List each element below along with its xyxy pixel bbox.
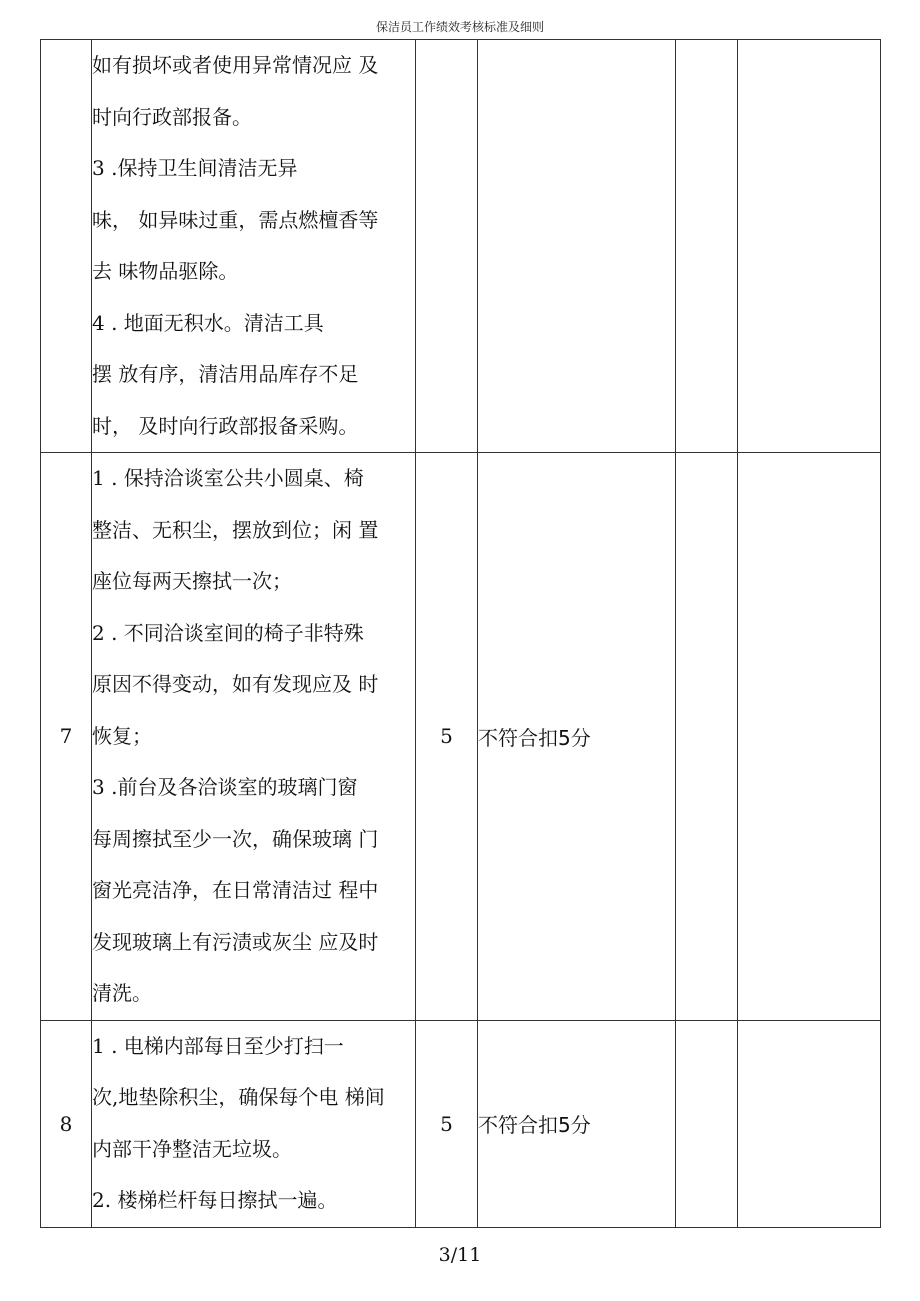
content-line: 4 . 地面无积水。清洁工具 xyxy=(92,310,324,335)
page-number: 3/11 xyxy=(438,1244,482,1266)
content-line: 味， 如异味过重，需点燃檀香等 xyxy=(92,207,379,232)
row-blank-cell xyxy=(738,453,881,1021)
row-score: 5 xyxy=(416,1020,478,1227)
content-line: 座位每两天擦拭一次； xyxy=(92,569,292,593)
page-header-title: 保洁员工作绩效考核标准及细则 xyxy=(375,20,544,34)
row-content xyxy=(92,453,416,1021)
row-deduction-rule: 不符合扣5分 xyxy=(478,453,676,1021)
row-blank-cell xyxy=(676,453,738,1021)
row-blank-cell xyxy=(738,40,881,453)
content-line: 3 .保持卫生间清洁无异 xyxy=(92,156,298,180)
content-line: 每周擦拭至少一次，确保玻璃 门 xyxy=(92,826,379,851)
content-line: 2 . 不同洽谈室间的椅子非特殊 xyxy=(92,620,364,645)
row-blank-cell xyxy=(676,40,738,453)
content-line: 窗光亮洁净，在日常清洁过 程中 xyxy=(92,878,379,902)
row-blank-cell xyxy=(676,1020,738,1227)
table-row xyxy=(41,453,881,1021)
content-line: 原因不得变动，如有发现应及 时 xyxy=(92,672,379,696)
content-line: 时向行政部报备。 xyxy=(92,104,252,129)
row-content xyxy=(92,40,416,453)
content-line: 2. 楼梯栏杆每日擦拭一遍。 xyxy=(92,1188,338,1212)
row-deduction-rule xyxy=(478,40,676,453)
content-line: 如有损坏或者使用异常情况应 及 xyxy=(92,53,379,77)
content-line: 恢复； xyxy=(92,723,152,748)
row-score: 5 xyxy=(416,453,478,1021)
row-deduction-rule: 不符合扣5分 xyxy=(478,1020,676,1227)
content-line: 3 .前台及各洽谈室的玻璃门窗 xyxy=(92,775,358,799)
row-score xyxy=(416,40,478,453)
row-index: 7 xyxy=(41,453,92,1021)
content-line: 整洁、无积尘，摆放到位；闲 置 xyxy=(92,517,379,542)
content-line: 清洗。 xyxy=(92,981,152,1005)
content-line: 摆 放有序，清洁用品库存不足 xyxy=(92,362,359,386)
content-line: 去 味物品驱除。 xyxy=(92,259,239,283)
content-line: 次,地垫除积尘，确保每个电 梯间 xyxy=(92,1085,385,1109)
content-line: 内部干净整洁无垃圾。 xyxy=(92,1136,292,1161)
content-line: 发现玻璃上有污渍或灰尘 应及时 xyxy=(92,929,379,954)
row-content xyxy=(92,1020,416,1227)
content-line: 1 . 电梯内部每日至少打扫一 xyxy=(92,1033,344,1058)
row-blank-cell xyxy=(738,1020,881,1227)
content-line: 1 . 保持洽谈室公共小圆桌、椅 xyxy=(92,466,364,490)
row-index xyxy=(41,40,92,453)
content-line: 时， 及时向行政部报备采购。 xyxy=(92,413,359,438)
table-row xyxy=(41,40,881,453)
row-index: 8 xyxy=(41,1020,92,1227)
assessment-table xyxy=(40,39,881,1228)
table-row xyxy=(41,1020,881,1227)
